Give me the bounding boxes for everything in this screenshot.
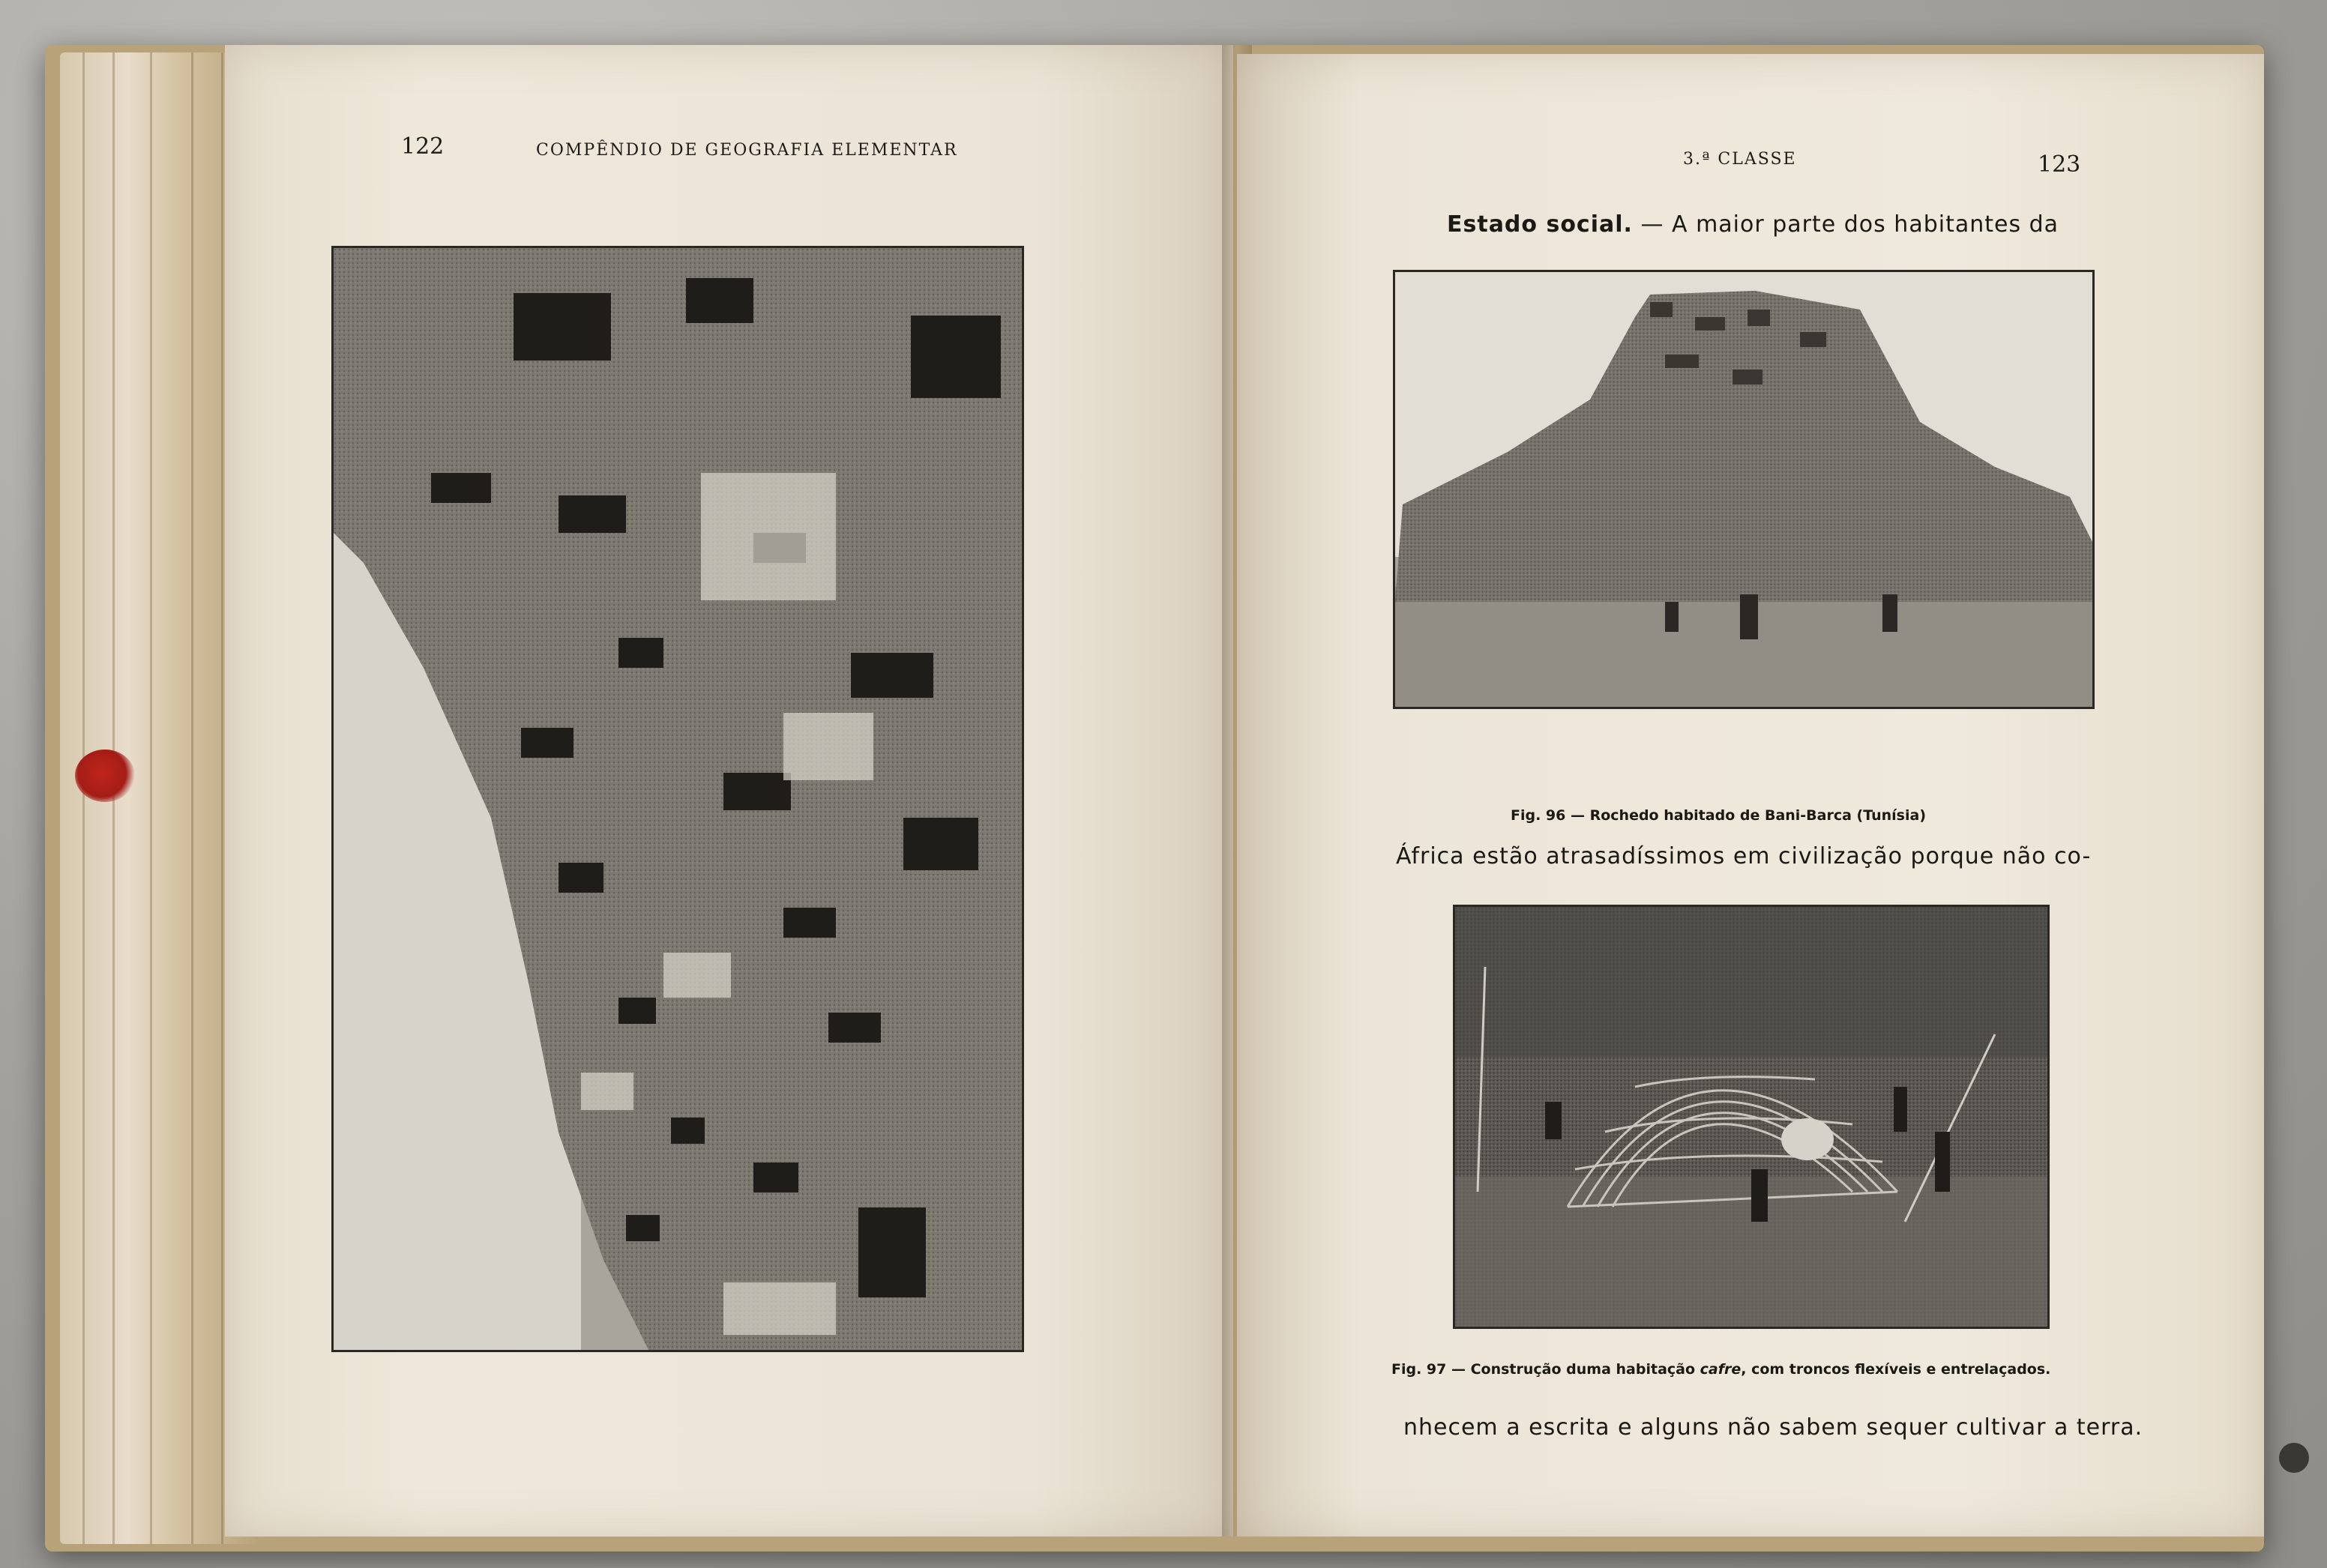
figure-97-caption-italic: cafre — [1700, 1361, 1742, 1378]
figure-97-caption — [1391, 1361, 2050, 1378]
paragraph-line-1-rest: — A maior parte dos habitantes da — [1640, 211, 2059, 238]
red-wax-stain — [75, 750, 135, 802]
right-page-number: 123 — [2038, 151, 2081, 178]
figure-96-caption: Fig. 96 — Rochedo habitado de Bani-Barca (Tunísia) — [1511, 807, 1927, 824]
right-running-head: 3.ª CLASSE — [1683, 150, 1797, 169]
section-heading: Estado social. — [1447, 211, 1633, 238]
right-page — [1237, 54, 2264, 1537]
left-page-number: 122 — [401, 133, 445, 160]
figure-97-caption-suffix: , com troncos flexíveis e entrelaçados. — [1741, 1361, 2051, 1378]
figure-95-photo — [331, 246, 1024, 1352]
left-page — [225, 45, 1233, 1537]
left-running-head: COMPÊNDIO DE GEOGRAFIA ELEMENTAR — [536, 141, 958, 160]
paragraph-line-2: África estão atrasadíssimos em civilização porque não co- — [1396, 843, 2092, 869]
binding-mark — [2279, 1443, 2309, 1473]
figure-96-photo — [1393, 270, 2095, 709]
paragraph-line-1 — [1447, 211, 2059, 238]
figure-97-photo — [1453, 905, 2050, 1329]
figure-97-caption-prefix: Fig. 97 — Construção duma habitação — [1391, 1361, 1700, 1378]
paragraph-line-3: nhecem a escrita e alguns não sabem sequer cultivar a terra. — [1403, 1414, 2143, 1441]
